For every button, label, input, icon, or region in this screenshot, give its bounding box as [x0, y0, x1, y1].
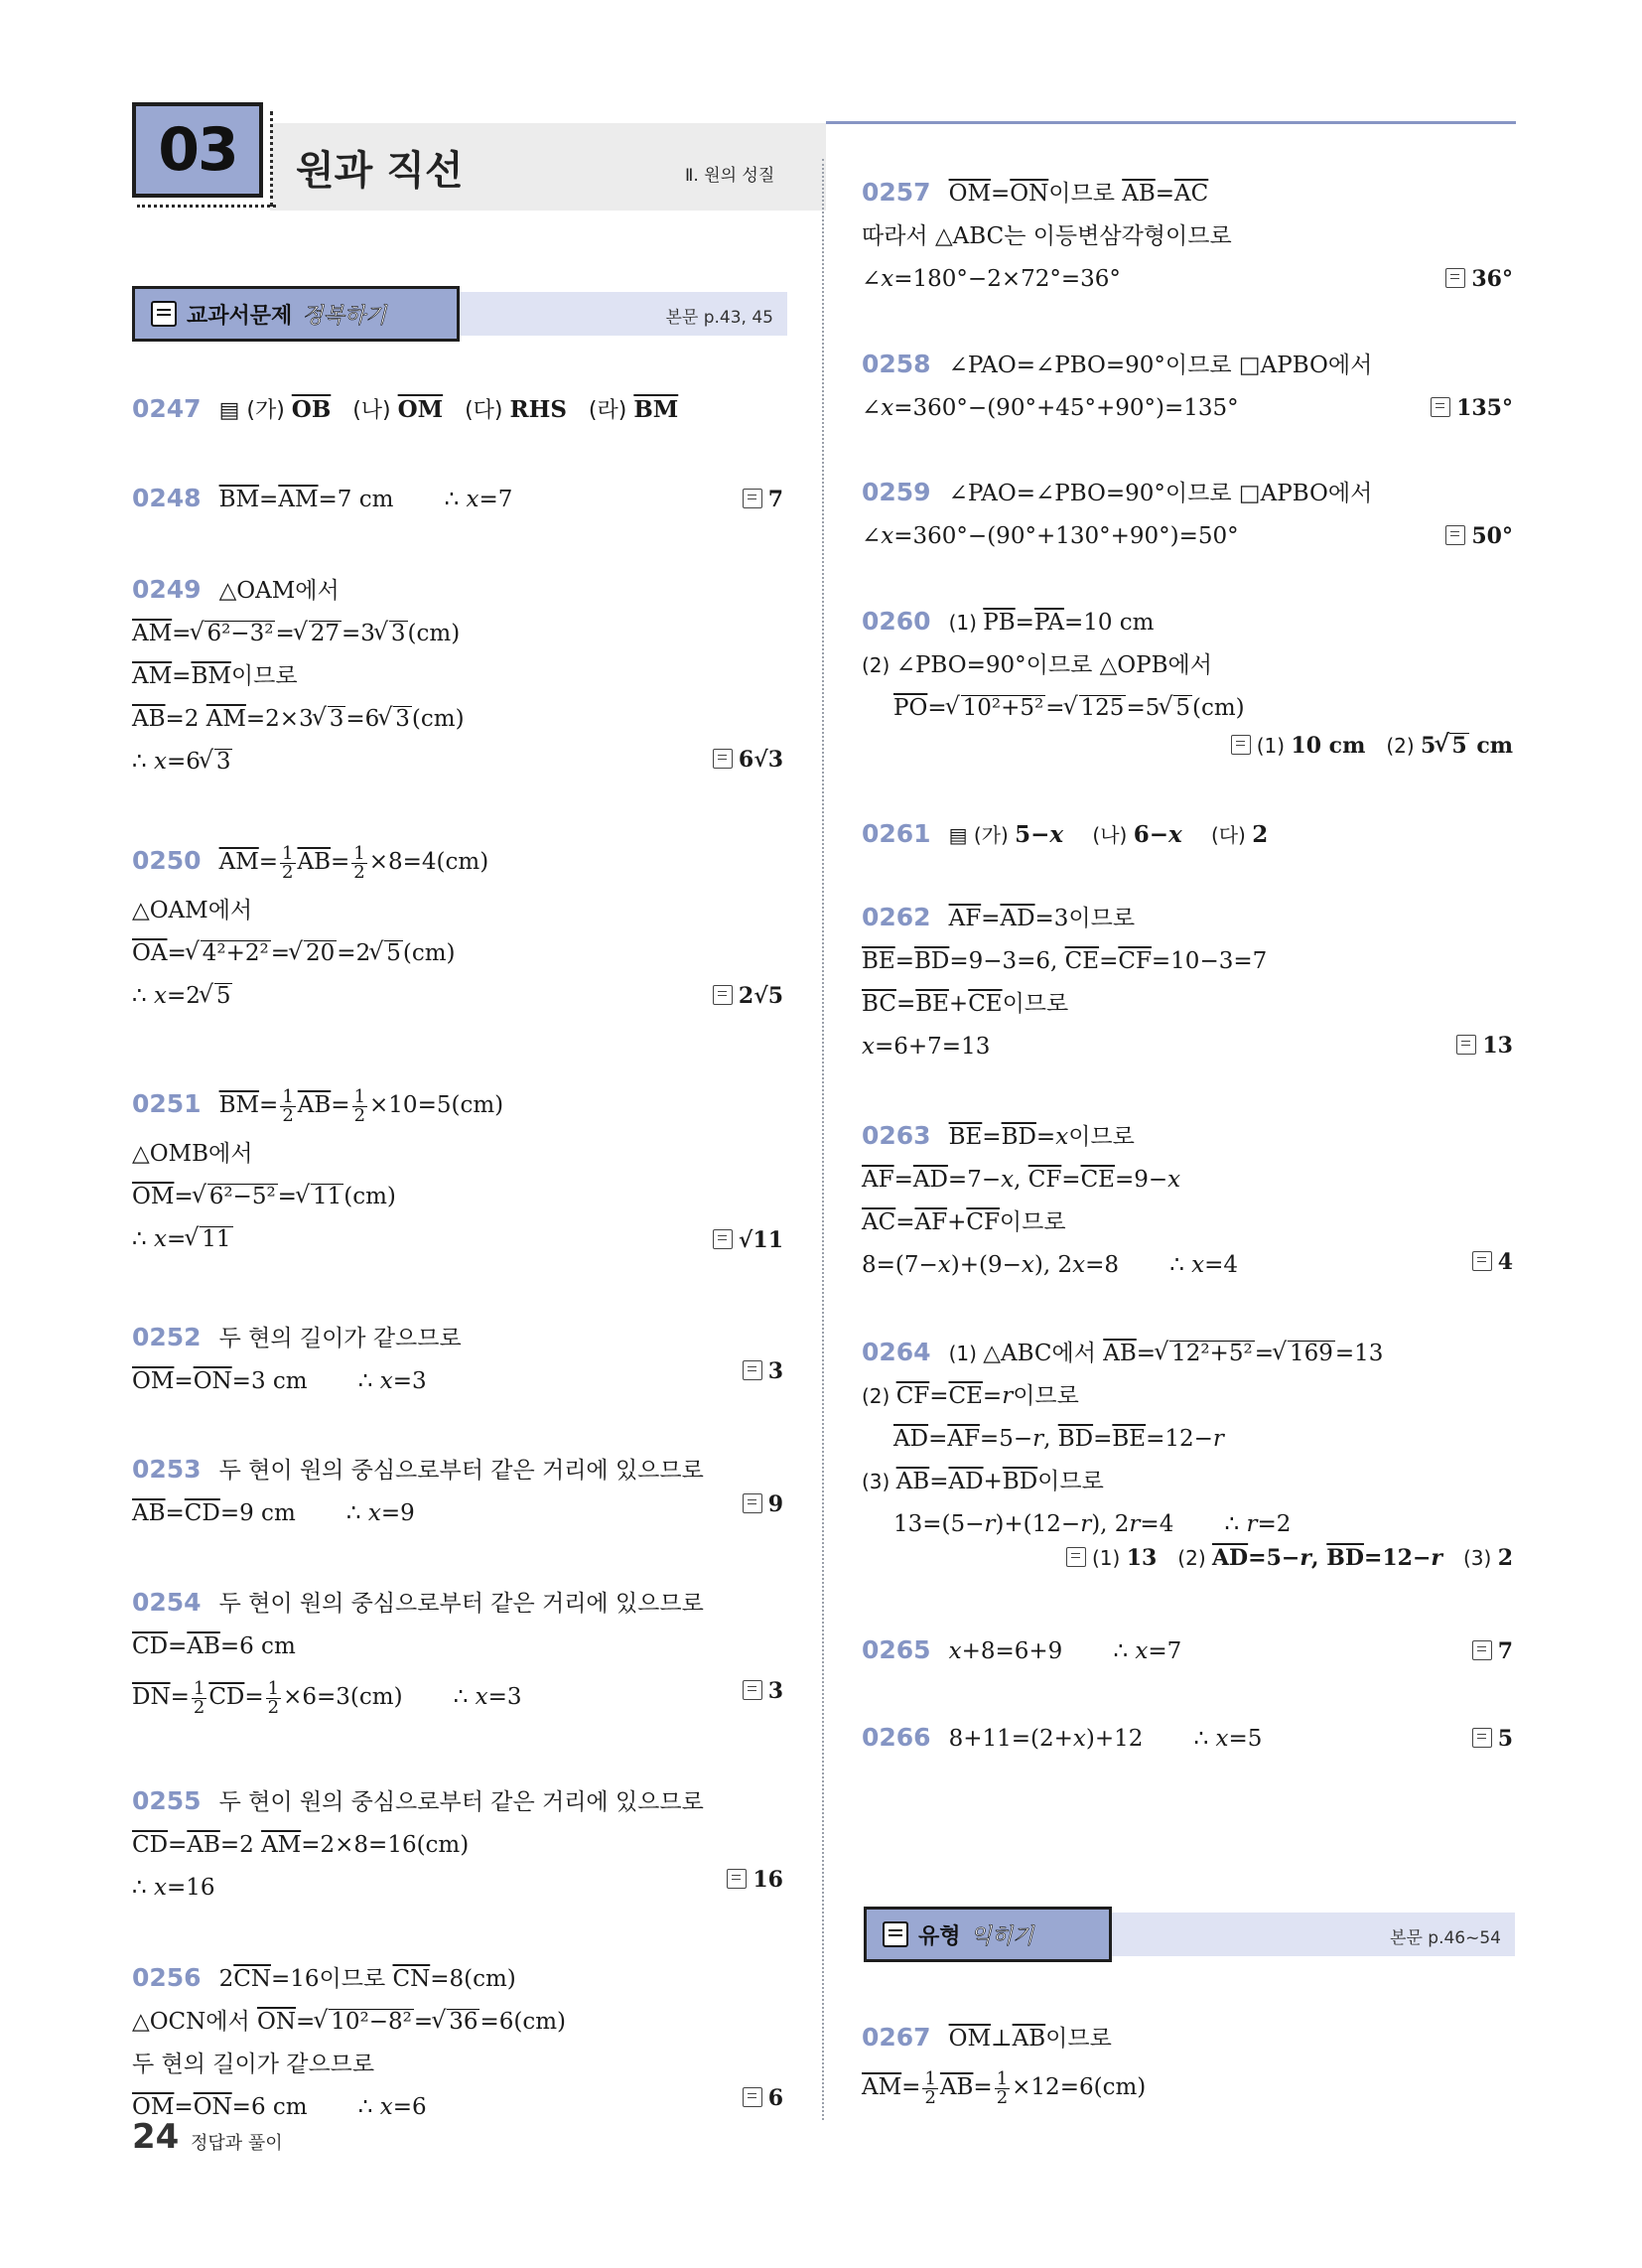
chapter-deco-line — [137, 205, 276, 208]
problem-0265: 0265 x+8=6+9 ∴ x=7 — [862, 1635, 1182, 1664]
column-divider — [822, 159, 824, 2120]
answer-value: 4 — [1497, 1249, 1513, 1275]
section-banner-textbook — [132, 286, 787, 342]
answer-icon — [743, 1493, 762, 1513]
problem-number: 0251 — [132, 1089, 202, 1118]
answer-icon — [727, 1869, 747, 1889]
top-rule — [826, 121, 1516, 124]
problem-number: 0252 — [132, 1323, 202, 1351]
problem-number: 0264 — [862, 1338, 931, 1366]
answer-0264: (1) 13 (2) $\overline{AD}=5-r$, $\overline{BD}=12-r$ (3) 2 — [1066, 1545, 1513, 1571]
problem-0266: 0266 8+11=(2+x)+12 ∴ x=5 — [862, 1723, 1263, 1752]
picture-note-icon — [883, 1921, 908, 1947]
answer-icon — [713, 1229, 733, 1249]
answer-icon — [1445, 525, 1465, 545]
problem-0264: 0264 (1) △ABC에서 $\overline{AB}=$ √ 12²+5²= √ 169=13 (2) $\overline{CF}=\overline{CE}=r$이므로 $\overline{AD}=\overline{AF}=5-r$, $\overline{BD}=\overline{BE}=12-r$ (3) $\overline{AB}=\overline{AD}+\overline{BD}$이므로 13=(5−r)+(12−r), 2r=4 ∴ r=2 — [862, 1331, 1383, 1546]
answer-0265 — [1472, 1638, 1513, 1664]
answer-0260: (1) 10 cm (2) 5 √ 5 cm — [1231, 733, 1513, 759]
answer-0258 — [1431, 395, 1513, 421]
answer-value: 3 — [767, 1358, 783, 1384]
answer-icon — [743, 2087, 762, 2107]
answer-value: 2√5 — [738, 983, 783, 1009]
answer-0254 — [743, 1678, 783, 1704]
answer-0256 — [743, 2085, 783, 2111]
answer-0263 — [1472, 1249, 1513, 1275]
answer-0253 — [743, 1491, 783, 1517]
answer-0248 — [743, 487, 783, 512]
part-label: Ⅱ. 원의 성질 — [685, 166, 775, 186]
section-label-hand: 익히기 — [970, 1923, 1034, 1949]
section-ref: 본문 p.46~54 — [1390, 1928, 1501, 1948]
answer-value: 7 — [1497, 1638, 1513, 1664]
answer-icon — [1431, 397, 1450, 417]
problem-0267: 0267 $\overline{OM}\perp\overline{AB}$이므로 $\overline{AM}=$ $\frac{1}{2}$ $\overline{AB}=$ $\frac{1}{2}$ ×12=6(cm) — [862, 2023, 1147, 2108]
problem-0248: 0248 $\overline{BM}=\overline{AM}=7$ cm ∴ x=7 — [132, 484, 513, 512]
problem-0249: 0249 △OAM에서 $\overline{AM}=$ √ 6²−3²= √ 27=3 √ 3(cm) $\overline{AM}=\overline{BM}$이므로 $\overline{AB}=2$ $\overline{AM}=2\times 3$ √ 3=6 √ 3(cm) ∴ x=6 √ 3 — [132, 568, 465, 783]
answer-0250 — [713, 983, 783, 1009]
problem-0252: 0252 두 현의 길이가 같으므로 $\overline{OM}=\overline{ON}=3$ cm ∴ x=3 — [132, 1323, 462, 1394]
answer-icon — [1472, 1251, 1492, 1271]
answer-value: 6 — [767, 2085, 783, 2111]
answer-0251 — [713, 1227, 783, 1253]
problem-number: 0259 — [862, 478, 931, 506]
answer-value: 7 — [767, 487, 783, 512]
answer-value: 50° — [1471, 523, 1513, 549]
problem-number: 0257 — [862, 178, 931, 207]
problem-0257: 0257 $\overline{OM}=\overline{ON}$이므로 $\overline{AB}=\overline{AC}$ 따라서 △ABC는 이등변삼각형이므로 ∠x=180°−2×72°=36° — [862, 178, 1232, 292]
answer-0255 — [727, 1867, 783, 1893]
section-tag — [132, 286, 460, 342]
answer-icon — [1472, 1728, 1492, 1748]
answer-value: √11 — [738, 1227, 783, 1253]
answer-icon — [713, 749, 733, 769]
section-label: 유형 — [918, 1923, 961, 1949]
problem-number: 0265 — [862, 1635, 931, 1664]
problem-0261: 0261 ▤ (가) 5−x (나) 6−x (다) 2 — [862, 819, 1269, 848]
pencil-note-icon — [151, 301, 177, 327]
answer-icon — [743, 1360, 762, 1380]
answer-0257 — [1445, 266, 1513, 292]
problem-0254: 0254 두 현이 원의 중심으로부터 같은 거리에 있으므로 $\overline{CD}=\overline{AB}=6$ cm $\overline{DN}=$ $\frac{1}{2}$ $\overline{CD}=$ $\frac{1}{2}$ ×6=3(cm) ∴ x=3 — [132, 1588, 704, 1718]
problem-number: 0267 — [862, 2023, 931, 2052]
problem-0263: 0263 $\overline{BE}=\overline{BD}=x$이므로 $\overline{AF}=\overline{AD}=7-x$, $\overline{CF}=\overline{CE}=9-x$ $\overline{AC}=\overline{AF}+\overline{CF}$이므로 8=(7−x)+(9−x), 2x=8 ∴ x=4 — [862, 1121, 1239, 1278]
problem-0260: 0260 (1) $\overline{PB}=\overline{PA}=10$ cm (2) ∠PBO=90°이므로 △OPB에서 $\overline{PO}=$ √ 10²+5²= √ 125=5 √ 5(cm) — [862, 600, 1245, 730]
answer-value: 13 — [1482, 1033, 1513, 1059]
answer-0262 — [1456, 1033, 1513, 1059]
answer-value: 3 — [767, 1678, 783, 1704]
answer-icon — [1445, 268, 1465, 288]
answer-0266 — [1472, 1726, 1513, 1752]
problem-0250: 0250 $\overline{AM}=$ $\frac{1}{2}$ $\overline{AB}=$ $\frac{1}{2}$ ×8=4(cm) △OAM에서 $\overline{OA}=$ √ 4²+2²= √ 20=2 √ 5(cm) ∴ x=2 √ 5 — [132, 839, 488, 1018]
problem-number: 0256 — [132, 1963, 202, 1992]
problem-0255: 0255 두 현이 원의 중심으로부터 같은 거리에 있으므로 $\overline{CD}=\overline{AB}=2$ $\overline{AM}=2\times 8=16(cm)$ ∴ x=16 — [132, 1786, 704, 1901]
page-number: 24 — [132, 2117, 180, 2157]
answer-icon — [743, 489, 762, 508]
problem-0251: 0251 $\overline{BM}=$ $\frac{1}{2}$ $\overline{AB}=$ $\frac{1}{2}$ ×10=5(cm) △OMB에서 $\overline{OM}=$ √ 6²−5²= √ 11(cm) ∴ x= √ 11 — [132, 1082, 503, 1261]
chapter-title: 원과 직선 — [296, 148, 464, 194]
answer-0252 — [743, 1358, 783, 1384]
problem-number: 0248 — [132, 484, 202, 512]
section-tag — [864, 1907, 1112, 1962]
answer-value: 9 — [767, 1491, 783, 1517]
section-label-hand: 정복하기 — [302, 303, 387, 329]
problem-number: 0263 — [862, 1121, 931, 1150]
problem-0259: 0259 ∠PAO=∠PBO=90°이므로 □APBO에서 ∠x=360°−(90°+130°+90°)=50° — [862, 478, 1373, 549]
section-ref: 본문 p.43, 45 — [665, 308, 773, 328]
answer-value: 6√3 — [738, 747, 783, 773]
problem-number: 0260 — [862, 607, 931, 636]
answer-icon — [713, 985, 733, 1005]
footer-text: 정답과 풀이 — [191, 2133, 283, 2154]
chapter-number-box — [132, 102, 263, 198]
answer-value: 5 — [1497, 1726, 1513, 1752]
answer-value: 135° — [1456, 395, 1513, 421]
problem-0258: 0258 ∠PAO=∠PBO=90°이므로 □APBO에서 ∠x=360°−(90°+45°+90°)=135° — [862, 350, 1373, 421]
answer-icon — [1456, 1035, 1476, 1055]
problem-0256: 0256 $2\overline{CN}=16$이므로 $\overline{CN}=8(cm)$ △OCN에서 $\overline{ON}=$ √ 10²−8²= √ 36=6(cm) 두 현의 길이가 같으므로 $\overline{OM}=\overline{ON}=6$ cm ∴ x=6 — [132, 1956, 566, 2129]
problem-number: 0258 — [862, 350, 931, 378]
section-banner-types — [864, 1907, 1515, 1962]
problem-number: 0261 — [862, 819, 931, 848]
answer-0259 — [1445, 523, 1513, 549]
problem-number: 0250 — [132, 846, 202, 875]
answer-value: 36° — [1471, 266, 1513, 292]
problem-number: 0247 — [132, 394, 202, 423]
problem-number: 0254 — [132, 1588, 202, 1617]
section-label: 교과서문제 — [187, 303, 293, 329]
problem-number: 0249 — [132, 575, 202, 604]
answer-icon — [743, 1680, 762, 1700]
problem-0247: 0247 ▤ (가) $\overline{OB}$ (나) $\overline{OM}$ (다) RHS (라) $\overline{BM}$ — [132, 394, 679, 423]
answer-icon — [1231, 735, 1251, 755]
problem-number: 0253 — [132, 1455, 202, 1484]
answer-0249 — [713, 747, 783, 773]
answer-icon — [1472, 1640, 1492, 1660]
problem-number: 0255 — [132, 1786, 202, 1815]
problem-0262: 0262 $\overline{AF}=\overline{AD}=3$이므로 $\overline{BE}=\overline{BD}=9-3=6$, $\overline{CE}=\overline{CF}=10-3=7$ $\overline{BC}=\overline{BE}+\overline{CE}$이므로 x=6+7=13 — [862, 903, 1268, 1060]
answer-icon — [1066, 1547, 1086, 1567]
problem-0253: 0253 두 현이 원의 중심으로부터 같은 거리에 있으므로 $\overline{AB}=\overline{CD}=9$ cm ∴ x=9 — [132, 1455, 704, 1526]
answer-value: 16 — [753, 1867, 783, 1893]
chapter-deco-line-vertical — [270, 111, 273, 207]
problem-number: 0262 — [862, 903, 931, 931]
chapter-number: 03 — [158, 115, 237, 185]
problem-number: 0266 — [862, 1723, 931, 1752]
